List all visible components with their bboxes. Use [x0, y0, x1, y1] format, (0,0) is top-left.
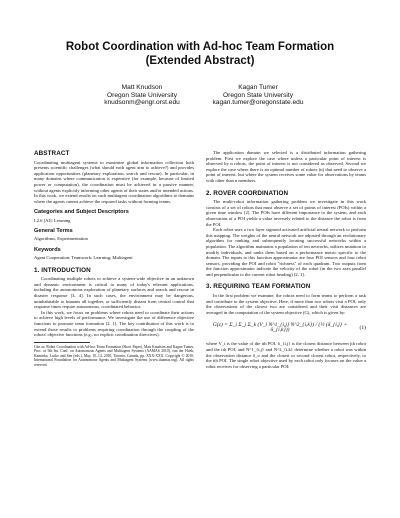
paper-subtitle: (Extended Abstract): [145, 55, 255, 67]
keywords-text: Agent Cooperation; Teamwork; Learning; Multiagent: [34, 255, 133, 261]
rover-paragraph: The multi-robot information gathering problem we investigate in this work consists of a set of robots that must observe a set of points of interest (POIs) within a given time window [2]. The POIs have different importance to the system, and each observation of a POI yields a value inversely related to the distance the robot is from the POI.: [206, 199, 366, 227]
equation-1: [206, 318, 366, 338]
intro-continuation-paragraph: The application domain we selected is a distributed information gathering problem. First we explore the case where unless a particular point of interest is observed by n robots, the point of interest is not considered as observed. Second we explore the case where there is an optimal number of robots (n) that need to observe a point of interest, but where the system receives some value for observations by teams with other than n members.: [206, 150, 366, 183]
right-column: [206, 150, 366, 369]
abstract-heading: ABSTRACT: [34, 150, 70, 157]
paper-title: Robot Coordination with Ad-hoc Team Formation: [65, 41, 335, 53]
introduction-heading: 1. INTRODUCTION: [34, 266, 91, 274]
author-affiliation: Oregon State University: [223, 91, 293, 99]
categories-heading: Categories and Subject Descriptors: [34, 209, 129, 216]
abstract-text: Coordinating multiagent systems to maximize global information collection both presents scientific challenges (what should each agent aim to achieve?) and provides application opportunities (planetary exploration, search and rescue). In particular, in many domains where communication is expensive (for example, because of limited power or computation), the coordination must be achieved in a passive manner, without agents explicitly informing other agents of their states and/or intended actions. In this work, we extend results on such multiagent coordination algorithms to domains where the agents cannot achieve the required tasks without forming teams.: [34, 159, 194, 204]
author-affiliation: Oregon State University: [107, 91, 177, 99]
author-email: knudsonm@engr.orst.edu: [104, 99, 180, 107]
requiring-team-paragraph: In the first problem we examine, the robots need to form teams to perform a task and contribute to the system objective. Here, if more than two robots visit a POI, only the observations of the closest two are considered and their visit distances are averaged in the computation of the system objective (G), which is given by:: [206, 293, 366, 315]
requiring-team-heading: 3. REQUIRING TEAM FORMATION: [206, 283, 311, 291]
introduction-paragraph: In this work, we focus on problems where robots need to coordinate their actions to achieve high levels of performance. We investigate the use of difference objective functions to promote team formation [2, 1]. The key contribution of this work is to extend those results to problems requiring coordination through the coupling of the robots' objective functions (e.g., no explicit coordination directives).: [34, 309, 194, 338]
general-terms-text: Algorithms, Experimentation: [34, 236, 88, 242]
equation-body: G(z) = Σ_i Σ_j Σ_k (V_i N^1_{i,j} N^2_{i,k}) / (½ (δ_{i,j} + δ_{i,k})): [212, 321, 348, 334]
author-name: Matt Knudson: [121, 84, 163, 91]
general-terms-heading: General Terms: [34, 228, 73, 235]
rover-paragraph: Each robot uses a two layer sigmoid activated artificial neural network to perform this mapping. The weights of the neural network are adjusted through an evolutionary algorithm for ranking and subsequently locating successful networks within a population. The algorithm maintains a population of ten networks, utilizes mutation to modify individuals, and ranks them based on a performance metric specific to the domain. The inputs to this function approximator are four POI sensors and four robot sensors, providing the POI and robot "richness" of each quadrant. Two outputs from the function approximator indicate the velocity of the robot (in the two axes parallel and perpendicular to the current robot heading) [2, 1].: [206, 227, 366, 277]
requiring-team-paragraph: where V_i is the value of the ith POI, δ_{i,j} is the closest distance between jth robot and the ith POI, and N^1_{i,j} and N^2_{i,k} determine whether a robot was within the observation distance δ_o and the closest or second closest robot, respectively, to the ith POI. The single robot objective used by each robot only focuses on the value a robot receives for observing a particular POI:: [206, 341, 366, 369]
footnote-rule: [34, 342, 90, 343]
rover-coordination-heading: 2. ROVER COORDINATION: [206, 189, 289, 197]
author-block: [178, 84, 338, 107]
citation-footnote: Cite as: Robot Coordination with Ad-hoc Team Formation (Short Paper), Matt Knudson and Kagan Tumer, Proc. of 9th Int. Conf. on Autonomous Agents and Multiagent Systems (AAMAS 2010), van der Hoek, Kaminka, Lucke and Sen (eds.), May, 10–14, 2010, Toronto, Canada, pp. XXX-XXX. Copyright © 2010, International Foundation for Autonomous Agents and Multiagent Systems (www.ifaamas.org). All rights reserved.: [34, 344, 194, 367]
author-email: kagan.tumer@oregonstate.edu: [212, 99, 304, 107]
equation-number: (1): [359, 324, 366, 331]
keywords-heading: Keywords: [34, 246, 61, 253]
introduction-paragraph: Coordinating multiple robots to achieve a system-wide objective in an unknown and dynamic environment is critical to many of today's relevant applications, including the autonomous exploration of planetary surfaces and search and rescue in disaster response [3, 4]. In such cases, the environment may be dangerous, uninhabitable to humans all together, or sufficiently distant from central control that response times require autonomous, coordinated behavior.: [34, 276, 194, 310]
author-name: Kagan Tumer: [238, 84, 278, 91]
categories-text: I.2.6 [AI]: Learning: [34, 217, 71, 223]
left-column: [34, 150, 194, 367]
